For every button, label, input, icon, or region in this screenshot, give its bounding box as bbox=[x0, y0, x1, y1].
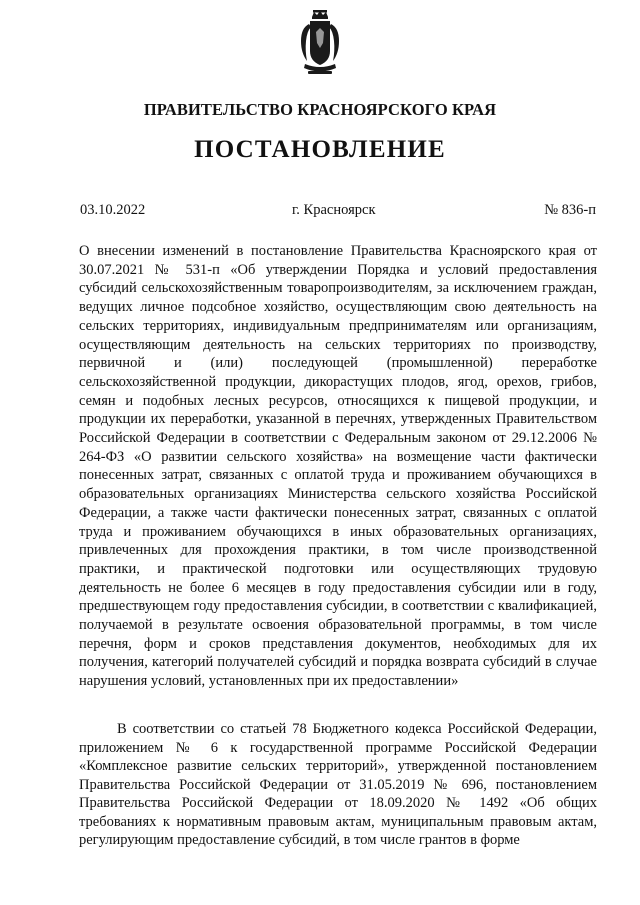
coat-of-arms-icon bbox=[296, 8, 344, 84]
document-city: г. Красноярск bbox=[292, 202, 376, 218]
document-type-title: ПОСТАНОВЛЕНИЕ bbox=[194, 136, 446, 163]
document-date: 03.10.2022 bbox=[80, 202, 146, 218]
organization-title: ПРАВИТЕЛЬСТВО КРАСНОЯРСКОГО КРАЯ bbox=[143, 100, 497, 119]
body-paragraph: В соответствии со статьей 78 Бюджетного кодекса Российской Федерации, приложением № 6 к государственной программе Российской Федерации «Комплексное развитие сельских территорий», утвержденной постановлением Правительства Российской Федерации от 31.05.2019 № 696, постановлением Правительства Российской Федерации от 18.09.2020 № 1492 «Об общих требованиях к нормативным правовым актам, муниципальным правовым актам, регулирующим предоставление субсидий, в том числе грантов в форме bbox=[79, 721, 597, 848]
document-number: № 836-п bbox=[544, 202, 596, 218]
document-meta bbox=[80, 202, 596, 222]
document-subject: О внесении изменений в постановление Правительства Красноярского края от 30.07.2021 № 531-п «Об утверждении Порядка и условий предоставления субсидий сельскохозяйственным товаропроизводителям, за исключением граждан, ведущих личное подсобное хозяйство, осуществляющим свою деятельность на сельских территориях, индивидуальным предпринимателям или организациям, осуществляющим деятельность на сельских территориях по производству, первичной и (или) последующей (промышленной) переработке сельскохозяйственной продукции, дикорастущих плодов, ягод, орехов, грибов, семян и подобных лесных ресурсов, относящихся к пищевой продукции, и продукции их переработки, указанной в перечнях, утвержденных Правительством Российской Федерации в соответствии с Федеральным законом от 29.12.2006 № 264-ФЗ «О развитии сельского хозяйства» на возмещение части фактически понесенных затрат, связанных с оплатой труда и проживанием обучающихся в образовательных организациях Министерства сельского хозяйства Российской Федерации, а также части фактически понесенных затрат, связанных с оплатой труда и проживанием обучающихся в иных образовательных организациях, привлеченных для прохождения практики, в том числе производственной практики, и практической подготовки или осуществляющих трудовую деятельность не более 6 месяцев в году предоставления субсидии или в году, предшествующем году предоставления субсидии, в соответствии с квалификацией, получаемой в результате освоения образовательной программы, в том числе перечня, форм и сроков представления документов, необходимых для их получения, категорий получателей субсидий и порядка возврата субсидий в случае нарушения условий, установленных при их предоставлении» bbox=[79, 243, 597, 690]
